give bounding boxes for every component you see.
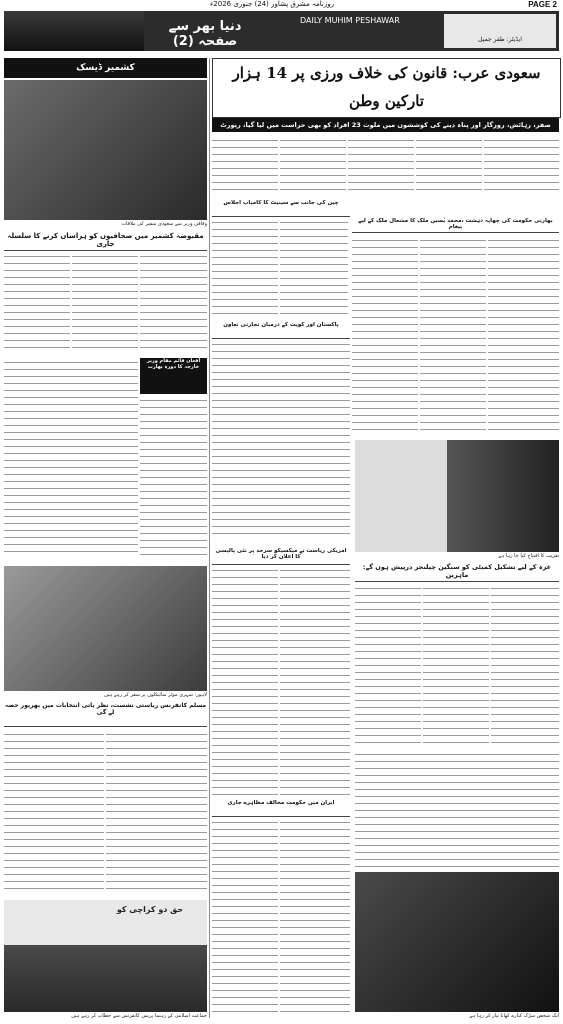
main-headline: سعودی عرب: قانون کی خلاف ورزی پر 14 ہزار تارکین وطن [212,58,561,118]
text-column [4,730,104,895]
text-column [280,566,350,796]
column-divider [209,58,210,1018]
headline-us-trade: امریکی ریاست نے میکسیکو سرحد پر نئی پالیسی کا اعلان کر دیا [212,548,350,565]
caption-mid-left: لاہور: شہری موٹر سائیکلوں پر سفر کر رہے ہیں [104,692,207,698]
photo-meeting [4,80,207,220]
caption-bottom-left: جماعت اسلامی کے رہنما پریس کانفرنس سے خطاب کر رہے ہیں [71,1013,207,1019]
banner-title: دنیا بھر سے صفحہ (2) [168,19,242,49]
text-column [4,252,70,352]
text-column [423,584,489,744]
text-column [416,136,482,196]
photo-ceremony [355,440,559,552]
text-column [280,218,348,318]
headline-india-policy: بھارتی حکومت کی چھاپہ دہشت ،محمد یٰسین ملک کا مشعال ملک کے لیے پیغام [352,218,559,233]
text-column [280,136,346,196]
text-column [355,584,421,744]
newspaper-logo: DAILY MUHIM PESHAWAR [300,16,400,25]
text-column [420,236,486,436]
editor-label: ایڈیٹر: ظفر جمیل [478,36,522,43]
headline-gaza: غزہ کے لیے تشکیل کمیٹی کو سنگین چیلنجز درپیش ہوں گے: ماہرین [355,563,559,582]
text-column [280,818,350,1018]
photo-street-food [355,872,559,1012]
text-column [4,358,138,558]
text-column [140,252,207,352]
text-column [212,340,350,540]
headline-conference: مسلم کانفرنس ریاستی نشست، نظر یاتی انتخابات میں بھرپور حصہ لے گی [4,702,207,727]
caption-bottom-right: ایک شخص سڑک کنارے کھانا تیار کر رہا ہے [469,1013,559,1019]
text-column [212,218,278,318]
caption-top-left: وفاقی وزیر سے سعودی سفیر کی ملاقات [121,221,207,227]
text-column [488,236,559,436]
text-column [212,818,278,1018]
date-line: روزنامہ مشرق پشاور (24) جنوری 2026ء [210,0,335,8]
headline-afghan: افغان قائم مقام وزیر خارجہ کا دورہ بھارت [140,358,207,394]
text-column [140,396,207,558]
text-column [491,584,559,744]
text-column [484,136,559,196]
main-subheadline: صفر، رہائش، روزگار اور پناہ دینے کی کوششوں میں ملوث 23 افراد کو بھی حراست میں لیا گیا، رپورٹ [212,118,559,132]
headline-kashmir-protest: مقبوضہ کشمیر میں صحافیوں کو ہراساں کرنے کا سلسلہ جاری [4,232,207,251]
caption-mid-right: تقریب کا افتتاح کیا جا رہا ہے [498,553,559,559]
text-column [348,136,414,196]
kashmir-desk-label: کشمیر ڈیسک [4,58,207,78]
text-column [212,136,278,196]
text-column [212,566,278,796]
text-column [106,730,207,895]
banner-haq-do-karachi: حق دو کراچی کو [116,905,184,914]
text-column [355,750,559,870]
headline-pakistan-kuwait: پاکستان اور کویت کے درمیان تجارتی تعاون [212,322,350,339]
text-column [352,236,418,436]
photo-motorcycles [4,566,207,691]
text-column [72,252,138,352]
photo-press-conference [4,900,207,1012]
skyline-graphic [4,11,144,51]
headline-iran: ایران میں حکومت مخالف مظاہرے جاری [212,800,350,817]
page-number: PAGE 2 [528,0,557,9]
headline-china: چین کی جانب سے سینیٹ کا کامیاب اجلاس [212,200,350,217]
